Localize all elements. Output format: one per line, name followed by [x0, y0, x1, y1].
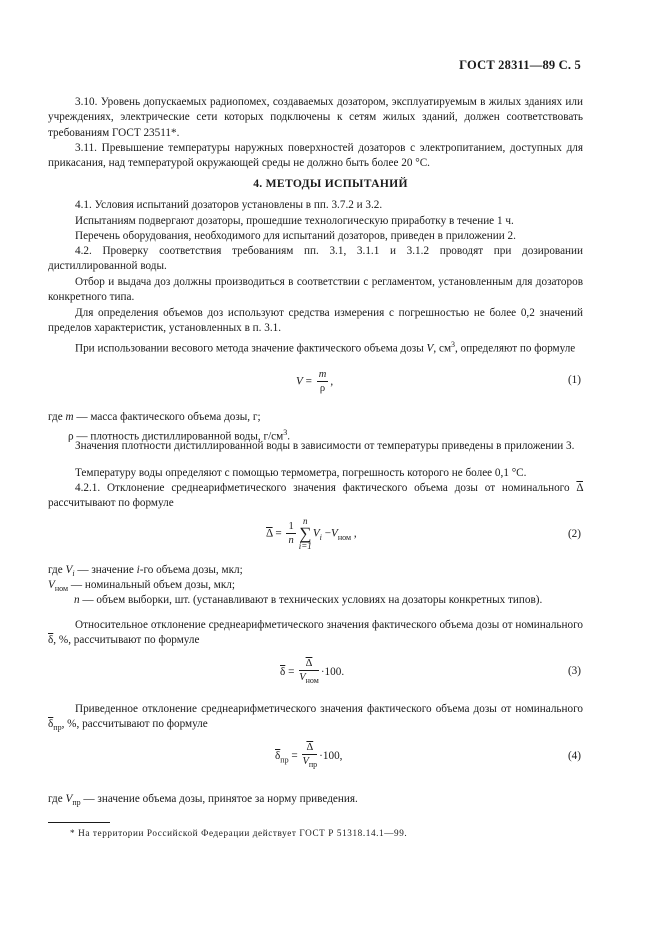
footnote: * На территории Российской Федерации действует ГОСТ Р 51318.14.1—99.	[70, 828, 408, 838]
paragraph-3-10: 3.10. Уровень допускаемых радиопомех, создаваемых дозатором, эксплуатируемым в жилых зданиях или учреждениях, электрические сети которых подключены к сетям жилых зданий, должен соответствовать требованиям ГОСТ 23511*.	[48, 96, 583, 139]
paragraph-4-1-c: Перечень оборудования, необходимого для испытаний дозаторов, приведен в приложении 2.	[75, 230, 516, 242]
paragraph-reduced-deviation: Приведенное отклонение среднеарифметического значения фактического объема дозы от номинального $\overline{\delta}_{пр}$, %, рассчитывают по формуле	[48, 703, 583, 733]
paragraph-relative-deviation: Относительное отклонение среднеарифметического значения фактического объема дозы от номинального $\overline{\delta}$, %, рассчитывают по формуле	[48, 619, 583, 647]
equation-number-2: (2)	[567, 528, 581, 540]
paragraph-4-2: 4.2. Проверку соответствия требованиям пп. 3.1, 3.1.1 и 3.1.2 проводят при дозировании дистиллированной воды.	[48, 245, 583, 273]
equation-number-1: (1)	[567, 374, 581, 386]
paragraph-3-11: 3.11. Превышение температуры наружных поверхностей дозаторов с электропитанием, доступных для прикасания, над температурой окружающей среды не должно быть более 20 °С.	[48, 142, 583, 170]
equation-number-4: (4)	[567, 750, 581, 762]
formula-1: V = $\frac{m}{\rho}$ ,	[296, 369, 334, 394]
where-vi: где $V_i$ — значение i-го объема дозы, мкл;	[48, 564, 243, 579]
where-n: n — объем выборки, шт. (устанавливают в технических условиях на дозаторы конкретных типов).	[74, 594, 543, 606]
formula-2: $\overline{\Delta}$ = $\frac{1}{n}$ n ∑ $i=1V_i -V_{ном}$ ,	[266, 516, 357, 551]
where-vnom: $V_{ном}$ — номинальный объем дозы, мкл;	[48, 579, 235, 594]
formula-3: $\overline{\delta}$ = $\frac{\overline{\Delta}}{V_{ном}}$ ·100.	[280, 658, 345, 686]
paragraph-4-2-b: Отбор и выдача доз должны производиться в соответствии с регламентом, установленным для дозаторов конкретного типа.	[48, 276, 583, 304]
paragraph-4-1: 4.1. Условия испытаний дозаторов установлены в пп. 3.7.2 и 3.2.	[75, 199, 383, 211]
paragraph-density: Значения плотности дистиллированной воды в зависимости от температуры приведены в приложении 3.	[75, 440, 575, 452]
page-header: ГОСТ 28311—89 С. 5	[459, 58, 581, 72]
where-mass: где m — масса фактического объема дозы, г;	[48, 411, 261, 423]
paragraph-4-2-d: При использовании весового метода значение фактического объема дозы V, $см^3$, определяют по формуле	[75, 340, 576, 355]
footnote-rule	[48, 822, 110, 823]
paragraph-4-1-b: Испытаниям подвергают дозаторы, прошедшие технологическую приработку в течение 1 ч.	[75, 215, 514, 227]
formula-4: $\overline{\delta}_{пр}$ = $\frac{\overline{\Delta}}{V_{пр}}$ ·100,	[275, 742, 343, 770]
paragraph-4-2-c: Для определения объемов доз используют средства измерения с погрешностью не более 0,2 значений пределов характеристик, установленных в п. 3.1.	[48, 307, 583, 335]
equation-number-3: (3)	[567, 665, 581, 677]
section-title: 4. МЕТОДЫ ИСПЫТАНИЙ	[253, 177, 408, 190]
paragraph-temperature: Температуру воды определяют с помощью термометра, погрешность которого не более 0,1 °С.	[75, 467, 527, 479]
where-vpr: где $V_{пр}$ — значение объема дозы, принятое за норму приведения.	[48, 793, 358, 808]
paragraph-4-2-1: 4.2.1. Отклонение среднеарифметического значения фактического объема дозы от номинального $\overline{\Delta}$ рассчитывают по формуле	[48, 482, 583, 510]
where-density: ρ — плотность дистиллированной воды, $г/см^3$.	[68, 428, 291, 443]
